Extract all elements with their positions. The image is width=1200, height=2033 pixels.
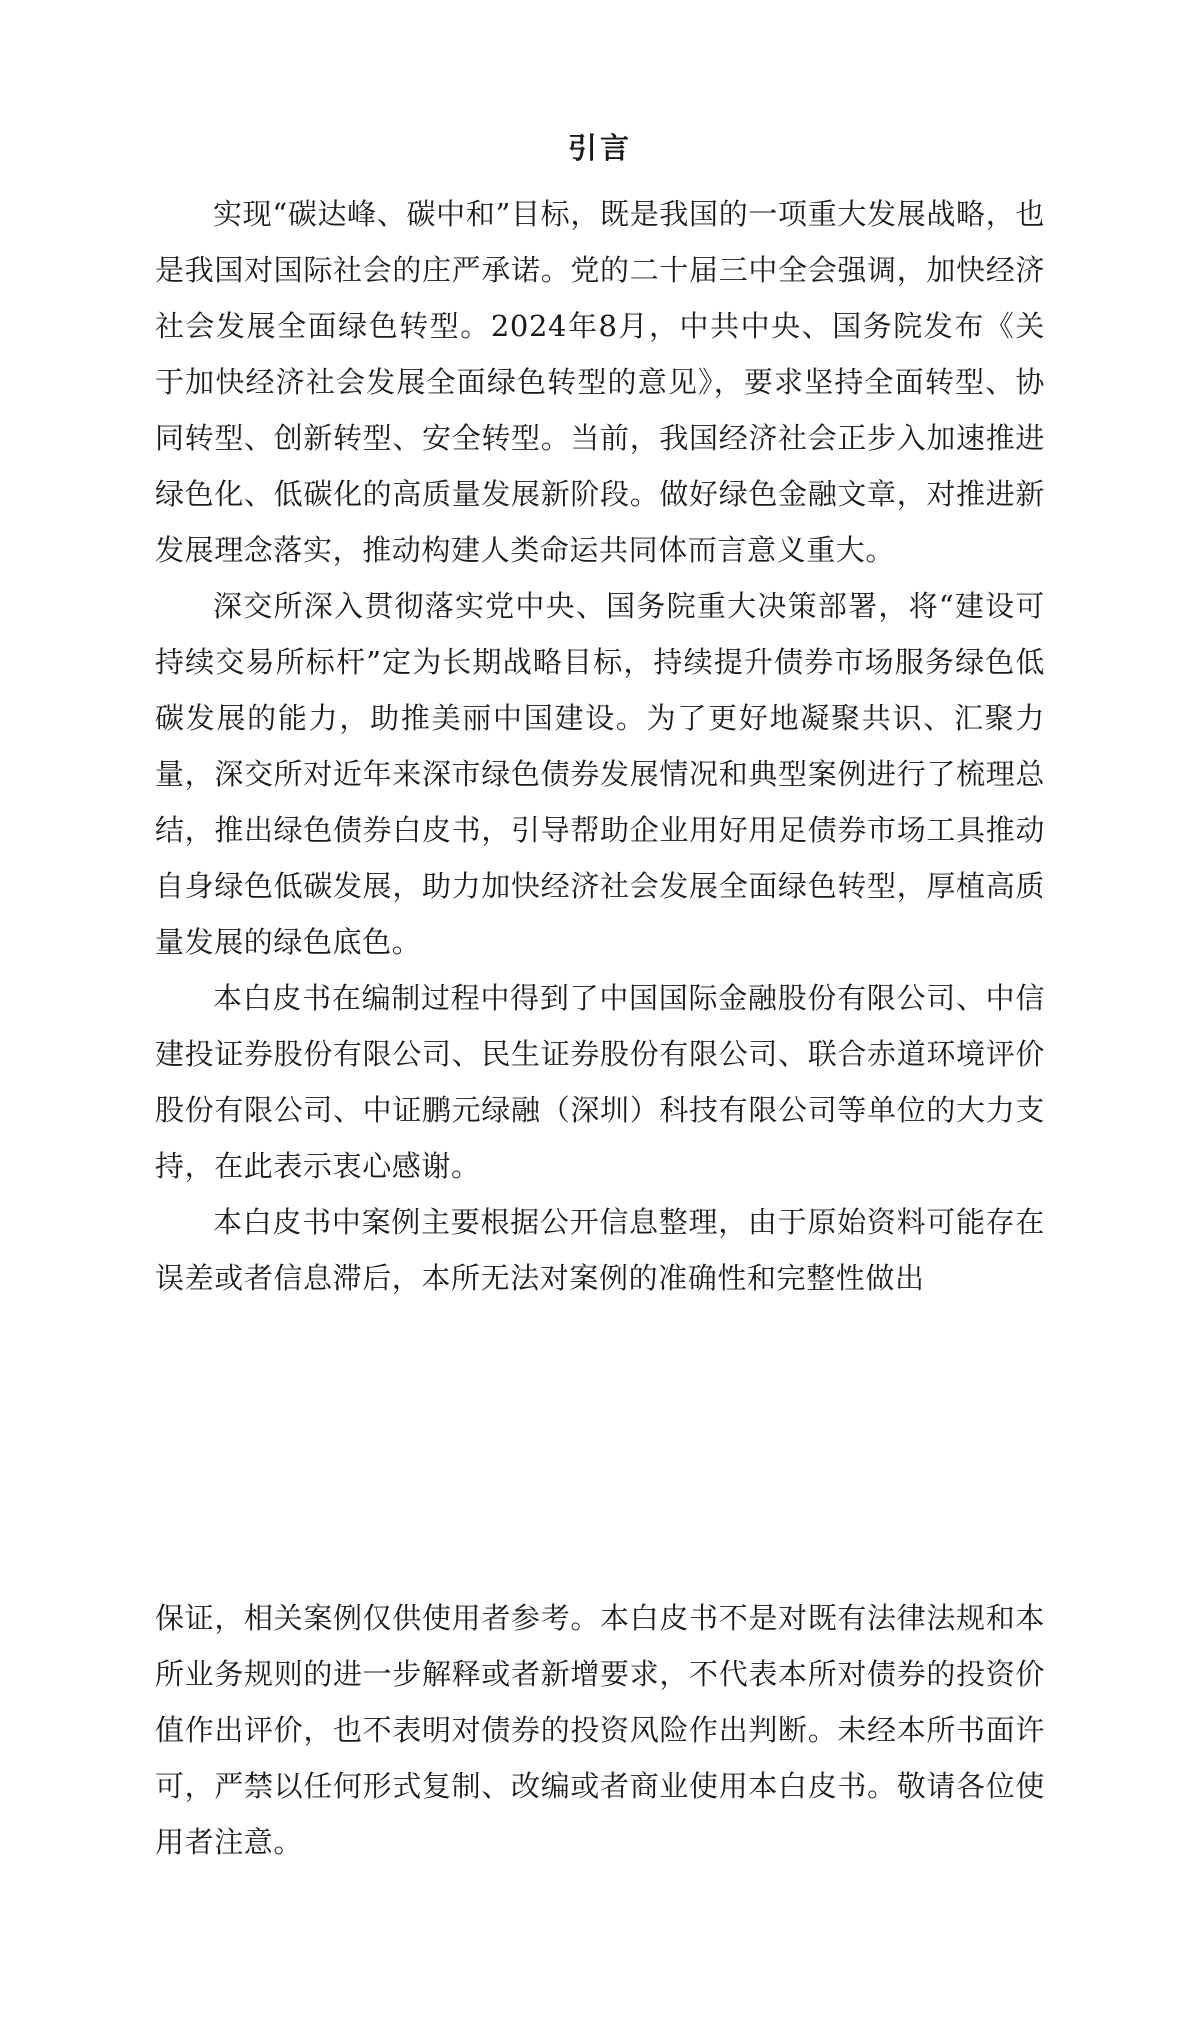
paragraph-disclaimer-continued: 保证，相关案例仅供使用者参考。本白皮书不是对既有法律法规和本所业务规则的进一步解释或者新增要求，不代表本所对债券的投资价值作出评价，也不表明对债券的投资风险作出判断。未经本所书面许可，严禁以任何形式复制、改编或者商业使用本白皮书。敬请各位使用者注意。 (155, 1601, 1045, 1859)
paragraph-szse-strategy: 深交所深入贯彻落实党中央、国务院重大决策部署，将“建设可持续交易所标杆”定为长期战略目标，持续提升债券市场服务绿色低碳发展的能力，助推美丽中国建设。为了更好地凝聚共识、汇聚力量，深交所对近年来深市绿色债券发展情况和典型案例进行了梳理总结，推出绿色债券白皮书，引导帮助企业用好用足债券市场工具推动自身绿色低碳发展，助力加快经济社会发展全面绿色转型，厚植高质量发展的绿色底色。 (155, 589, 1045, 959)
page-title: 引言 (567, 131, 632, 165)
paragraph-acknowledgements: 本白皮书在编制过程中得到了中国国际金融股份有限公司、中信建投证券股份有限公司、民生证券股份有限公司、联合赤道环境评价股份有限公司、中证鹏元绿融（深圳）科技有限公司等单位的大力支持，在此表示衷心感谢。 (155, 981, 1045, 1183)
paragraph-carbon-goals: 实现“碳达峰、碳中和”目标，既是我国的一项重大发展战略，也是我国对国际社会的庄严承诺。党的二十届三中全会强调，加快经济社会发展全面绿色转型。2024年8月，中共中央、国务院发布《关于加快经济社会发展全面绿色转型的意见》，要求坚持全面转型、协同转型、创新转型、安全转型。当前，我国经济社会正步入加速推进绿色化、低碳化的高质量发展新阶段。做好绿色金融文章，对推进新发展理念落实，推动构建人类命运共同体而言意义重大。 (155, 197, 1045, 567)
page-top-section (155, 128, 1045, 1306)
paragraph-disclaimer: 本白皮书中案例主要根据公开信息整理，由于原始资料可能存在误差或者信息滞后，本所无法对案例的准确性和完整性做出 (155, 1205, 1045, 1295)
page-bottom-section (155, 1590, 1045, 1870)
